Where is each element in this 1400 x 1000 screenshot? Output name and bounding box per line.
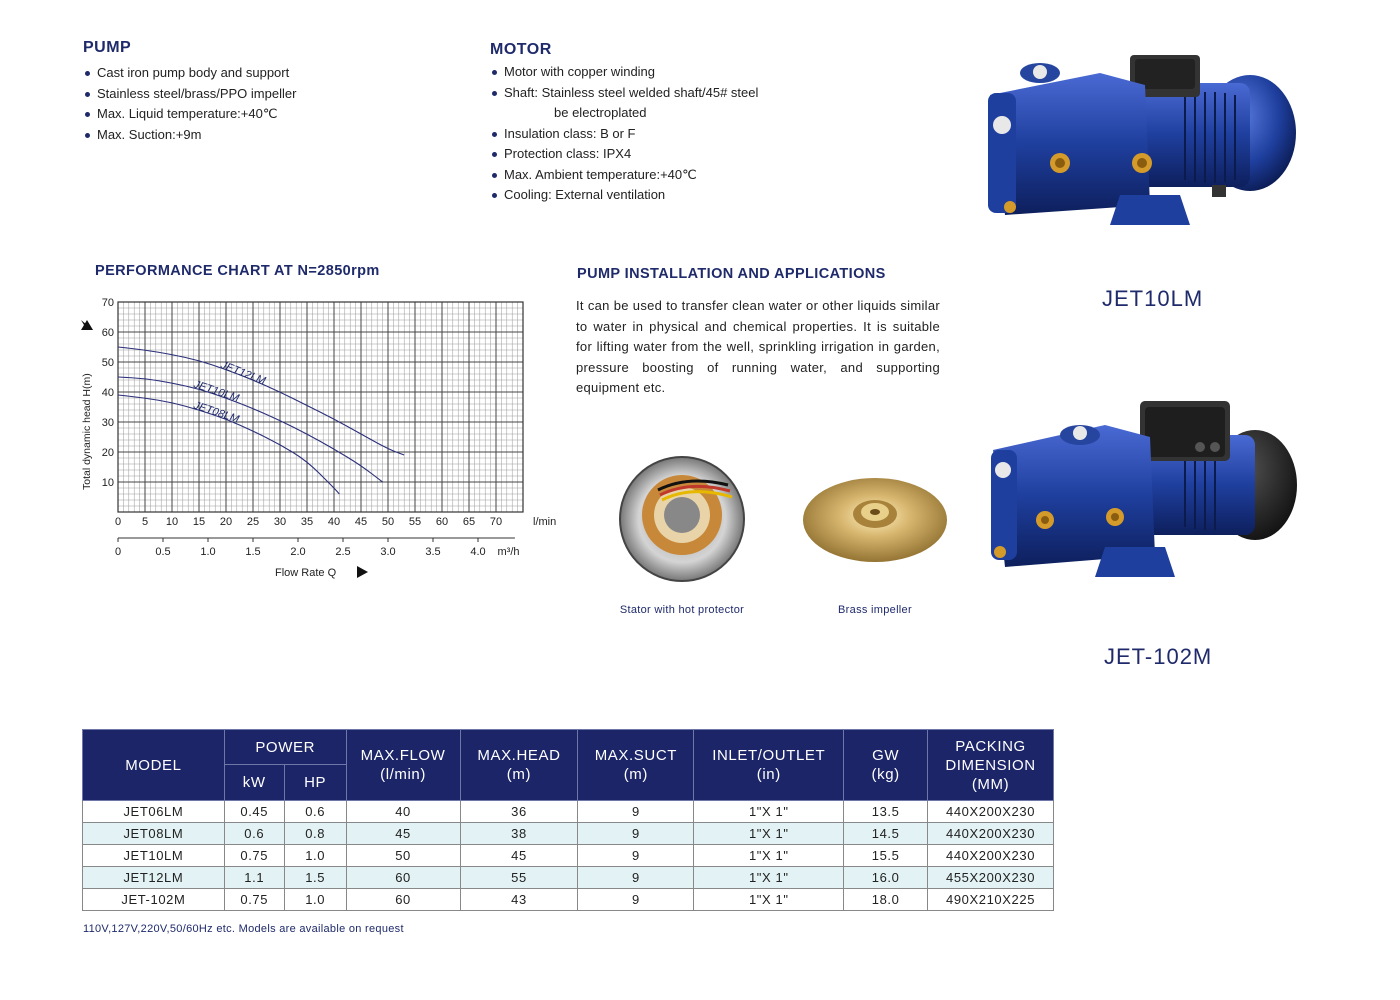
gw-cell: 13.5	[844, 801, 928, 823]
y-tick-label: 70	[101, 297, 114, 309]
x-axis-label: Flow Rate Q	[275, 567, 337, 579]
max-flow-header: MAX.FLOW (l/min)	[346, 730, 460, 801]
gw-cell: 16.0	[844, 867, 928, 889]
series-label: JET08LM	[192, 399, 241, 426]
hp-cell: 1.0	[284, 845, 346, 867]
max-head-cell: 55	[460, 867, 578, 889]
model-cell: JET-102M	[83, 889, 225, 911]
kw-cell: 0.45	[224, 801, 284, 823]
motor-feature: Cooling: External ventilation	[490, 185, 850, 206]
x-tick-label-lmin: 10	[165, 516, 179, 528]
table-row	[83, 823, 1054, 845]
x-tick-label-m3h: 1.0	[200, 546, 216, 558]
x-tick-label-lmin: 40	[327, 516, 341, 528]
y-tick-label: 40	[101, 387, 114, 399]
x-tick-label-lmin: 55	[408, 516, 422, 528]
model-header: MODEL	[83, 730, 225, 801]
max-suct-cell: 9	[578, 867, 694, 889]
x-axis-arrow-icon	[357, 566, 368, 578]
model-cell: JET06LM	[83, 801, 225, 823]
max-flow-cell: 60	[346, 867, 460, 889]
x-tick-label-lmin: 5	[141, 516, 149, 528]
x-tick-label-m3h: 2.0	[290, 546, 306, 558]
installation-heading: PUMP INSTALLATION AND APPLICATIONS	[577, 266, 886, 282]
packing-dimension-header: PACKING DIMENSION (MM)	[928, 730, 1054, 801]
packing-cell: 440X200X230	[928, 823, 1054, 845]
x-tick-label-lmin: 45	[354, 516, 368, 528]
inlet-outlet-cell: 1"X 1"	[694, 845, 844, 867]
pump-feature: Stainless steel/brass/PPO impeller	[83, 84, 413, 105]
x-tick-label-m3h: 2.5	[335, 546, 351, 558]
plot-frame	[118, 302, 523, 512]
model-cell: JET08LM	[83, 823, 225, 845]
kw-cell: 0.75	[224, 845, 284, 867]
x-tick-label-lmin: 15	[192, 516, 206, 528]
packing-cell: 455X200X230	[928, 867, 1054, 889]
x-tick-label-lmin: 25	[246, 516, 260, 528]
max-head-cell: 36	[460, 801, 578, 823]
motor-feature: Max. Ambient temperature:+40℃	[490, 165, 850, 186]
x-tick-label-lmin: 70	[489, 516, 503, 528]
max-flow-cell: 45	[346, 823, 460, 845]
max-head-header: MAX.HEAD (m)	[460, 730, 578, 801]
motor-feature-continuation: be electroplated	[554, 105, 647, 120]
motor-heading: MOTOR	[490, 41, 552, 58]
kw-header: kW	[224, 765, 284, 801]
max-flow-cell: 50	[346, 845, 460, 867]
hp-cell: 1.0	[284, 889, 346, 911]
hp-cell: 0.6	[284, 801, 346, 823]
series-label: JET12LM	[218, 359, 268, 388]
stator-caption: Stator with hot protector	[619, 604, 745, 616]
x-tick-label-m3h: 0.5	[155, 546, 171, 558]
inlet-outlet-cell: 1"X 1"	[694, 801, 844, 823]
gw-header: GW (kg)	[844, 730, 928, 801]
gw-cell: 14.5	[844, 823, 928, 845]
pump-heading: PUMP	[83, 39, 132, 56]
max-suct-cell: 9	[578, 845, 694, 867]
y-tick-label: 50	[101, 357, 114, 369]
x-tick-label-lmin: 35	[300, 516, 314, 528]
jet-102m-pump-image	[985, 395, 1315, 585]
stator-image	[618, 455, 746, 583]
x-tick-label-m3h: 4.0	[470, 546, 486, 558]
pump-feature: Max. Suction:+9m	[83, 125, 413, 146]
max-head-cell: 43	[460, 889, 578, 911]
jet10lm-pump-image	[980, 45, 1310, 235]
packing-cell: 440X200X230	[928, 801, 1054, 823]
kw-cell: 0.6	[224, 823, 284, 845]
hp-header: HP	[284, 765, 346, 801]
gw-cell: 15.5	[844, 845, 928, 867]
motor-feature: Insulation class: B or F	[490, 124, 850, 145]
y-axis-label: Total dynamic head H(m)	[81, 373, 93, 490]
inlet-outlet-header: INLET/OUTLET (in)	[694, 730, 844, 801]
max-suct-cell: 9	[578, 823, 694, 845]
packing-cell: 440X200X230	[928, 845, 1054, 867]
y-tick-label: 30	[101, 417, 114, 429]
y-tick-label: 10	[101, 477, 114, 489]
motor-feature-list	[490, 62, 850, 206]
x-unit-m3h: m³/h	[497, 546, 520, 558]
x-tick-label-lmin: 30	[273, 516, 287, 528]
max-head-cell: 38	[460, 823, 578, 845]
installation-text: It can be used to transfer clean water or other liquids similar to water in physical and chemical properties. It is suitable for lifting water from the well, sprinkling irrigation in garden, pressure boosting of running water, and supporting equipment etc.	[576, 298, 940, 395]
x-tick-label-lmin: 60	[435, 516, 449, 528]
series-label: JET10LM	[192, 378, 241, 405]
table-row	[83, 889, 1054, 911]
table-row	[83, 845, 1054, 867]
chart-heading: PERFORMANCE CHART AT N=2850rpm	[95, 263, 380, 279]
model-cell: JET10LM	[83, 845, 225, 867]
brass-impeller-image	[800, 470, 950, 570]
max-flow-cell: 60	[346, 889, 460, 911]
pump-feature-list	[83, 63, 413, 145]
packing-cell: 490X210X225	[928, 889, 1054, 911]
x-tick-label-m3h: 3.5	[425, 546, 441, 558]
table-row	[83, 867, 1054, 889]
max-suct-cell: 9	[578, 889, 694, 911]
inlet-outlet-cell: 1"X 1"	[694, 889, 844, 911]
x-tick-label-lmin: 50	[381, 516, 395, 528]
motor-feature: Shaft: Stainless steel welded shaft/45# steel	[490, 83, 850, 104]
y-axis-arrow-icon	[81, 320, 93, 330]
kw-cell: 1.1	[224, 867, 284, 889]
performance-chart	[70, 290, 560, 590]
y-tick-label: 60	[101, 327, 114, 339]
pump-feature: Max. Liquid temperature:+40℃	[83, 104, 413, 125]
x-tick-label-m3h: 3.0	[380, 546, 396, 558]
inlet-outlet-cell: 1"X 1"	[694, 823, 844, 845]
max-suct-cell: 9	[578, 801, 694, 823]
motor-feature: Protection class: IPX4	[490, 144, 850, 165]
x-tick-label-lmin: 20	[219, 516, 233, 528]
y-tick-label: 20	[101, 447, 114, 459]
specification-table	[82, 729, 1054, 911]
max-suct-header: MAX.SUCT (m)	[578, 730, 694, 801]
motor-feature: Motor with copper winding	[490, 62, 850, 83]
x-tick-label-lmin: 65	[462, 516, 476, 528]
impeller-caption: Brass impeller	[838, 604, 912, 616]
model-cell: JET12LM	[83, 867, 225, 889]
max-head-cell: 45	[460, 845, 578, 867]
jet10lm-label: JET10LM	[1102, 286, 1204, 311]
hp-cell: 0.8	[284, 823, 346, 845]
x-unit-lmin: l/min	[533, 516, 557, 528]
jet-102m-label: JET-102M	[1104, 644, 1213, 669]
max-flow-cell: 40	[346, 801, 460, 823]
voltage-note: 110V,127V,220V,50/60Hz etc. Models are available on request	[83, 923, 404, 935]
x-tick-label-lmin: 0	[114, 516, 122, 528]
power-header: POWER	[224, 730, 346, 765]
inlet-outlet-cell: 1"X 1"	[694, 867, 844, 889]
x-tick-label-m3h: 0	[114, 546, 122, 558]
pump-feature: Cast iron pump body and support	[83, 63, 413, 84]
hp-cell: 1.5	[284, 867, 346, 889]
table-row	[83, 801, 1054, 823]
x-tick-label-m3h: 1.5	[245, 546, 261, 558]
gw-cell: 18.0	[844, 889, 928, 911]
kw-cell: 0.75	[224, 889, 284, 911]
